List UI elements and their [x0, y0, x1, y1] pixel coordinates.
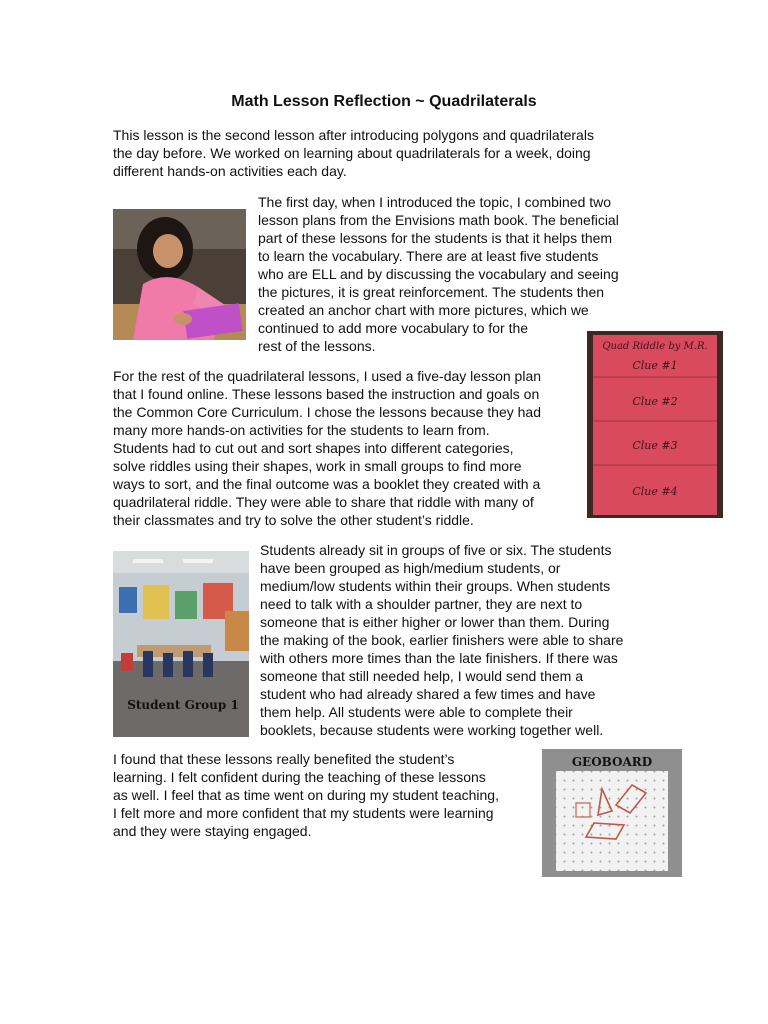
riddle-clue: Clue #2 [632, 395, 678, 408]
text-line: that I found online. These lessons based the instruction and goals on [113, 386, 540, 402]
text-line: the Common Core Curriculum. I chose the lessons because they had [113, 404, 541, 420]
paragraph-five-day-plan [113, 367, 541, 529]
text-line: them help. All students were able to complete their [260, 704, 573, 720]
text-line: ways to sort, and the final outcome was a booklet they created with a [113, 476, 541, 492]
text-line: solve riddles using their shapes, work in small groups to find more [113, 458, 522, 474]
text-line: lesson plans from the Envisions math book. The beneficial [258, 212, 619, 228]
text-line: part of these lessons for the students is that it helps them [258, 230, 613, 246]
text-line: Students had to cut out and sort shapes into different categories, [113, 440, 514, 456]
text-line: the pictures, it is great reinforcement. The students then [258, 284, 605, 300]
riddle-card-header: Quad Riddle by M.R. [602, 341, 708, 352]
text-line: student who had already shared a few times and have [260, 686, 596, 702]
text-line: This lesson is the second lesson after introducing polygons and quadrilaterals [113, 127, 594, 143]
text-line: booklets, because students were working together well. [260, 722, 604, 738]
text-line: have been grouped as high/medium students, or [260, 560, 561, 576]
text-line: Students already sit in groups of five or six. The students [260, 542, 612, 558]
text-line: I found that these lessons really benefited the student’s [113, 751, 455, 767]
text-line: the day before. We worked on learning about quadrilaterals for a week, doing [113, 145, 591, 161]
text-line: someone that still needed help, I would send them a [260, 668, 583, 684]
text-line: quadrilateral riddle. They were able to share that riddle with many of [113, 494, 534, 510]
student-geoboard-photo [113, 209, 246, 340]
text-line: need to talk with a shoulder partner, they are next to [260, 596, 583, 612]
text-line: as well. I feel that as time went on during my student teaching, [113, 787, 499, 803]
riddle-clue: Clue #3 [632, 439, 678, 452]
geoboard-photo [542, 749, 682, 877]
riddle-clue: Clue #4 [632, 485, 678, 498]
classroom-caption: Student Group 1 [127, 698, 239, 712]
paragraph-first-day [258, 193, 619, 355]
riddle-clue: Clue #1 [632, 359, 678, 372]
text-line: their classmates and try to solve the other student’s riddle. [113, 512, 474, 528]
geoboard-label: GEOBOARD [571, 755, 653, 769]
text-line: For the rest of the quadrilateral lessons, I used a five-day lesson plan [113, 368, 542, 384]
text-line: learning. I felt confident during the teaching of these lessons [113, 769, 486, 785]
paragraph-conclusion [113, 750, 499, 840]
text-line: with others more times than the late finishers. If there was [260, 650, 618, 666]
classroom-group-photo [113, 551, 249, 737]
text-line: created an anchor chart with more pictures, which we [258, 302, 589, 318]
text-line: the making of the book, earlier finishers were able to share [260, 632, 624, 648]
text-line: someone that is either higher or lower than them. During [260, 614, 610, 630]
text-line: and they were staying engaged. [113, 823, 312, 839]
text-line: many more hands-on activities for the students to learn from. [113, 422, 490, 438]
text-line: medium/low students within their groups. When students [260, 578, 611, 594]
text-line: different hands-on activities each day. [113, 163, 347, 179]
paragraph-intro [113, 126, 594, 180]
text-line: The first day, when I introduced the topic, I combined two [258, 194, 612, 210]
text-line: who are ELL and by discussing the vocabulary and seeing [258, 266, 619, 282]
paragraph-groups [260, 541, 623, 739]
page-title: Math Lesson Reflection ~ Quadrilaterals [231, 93, 537, 110]
text-line: to learn the vocabulary. There are at least five students [258, 248, 599, 264]
text-line: I felt more and more confident that my students were learning [113, 805, 494, 821]
text-line: continued to add more vocabulary to for the [258, 320, 529, 336]
quad-riddle-card-photo [587, 331, 723, 518]
text-line: rest of the lessons. [258, 338, 376, 354]
